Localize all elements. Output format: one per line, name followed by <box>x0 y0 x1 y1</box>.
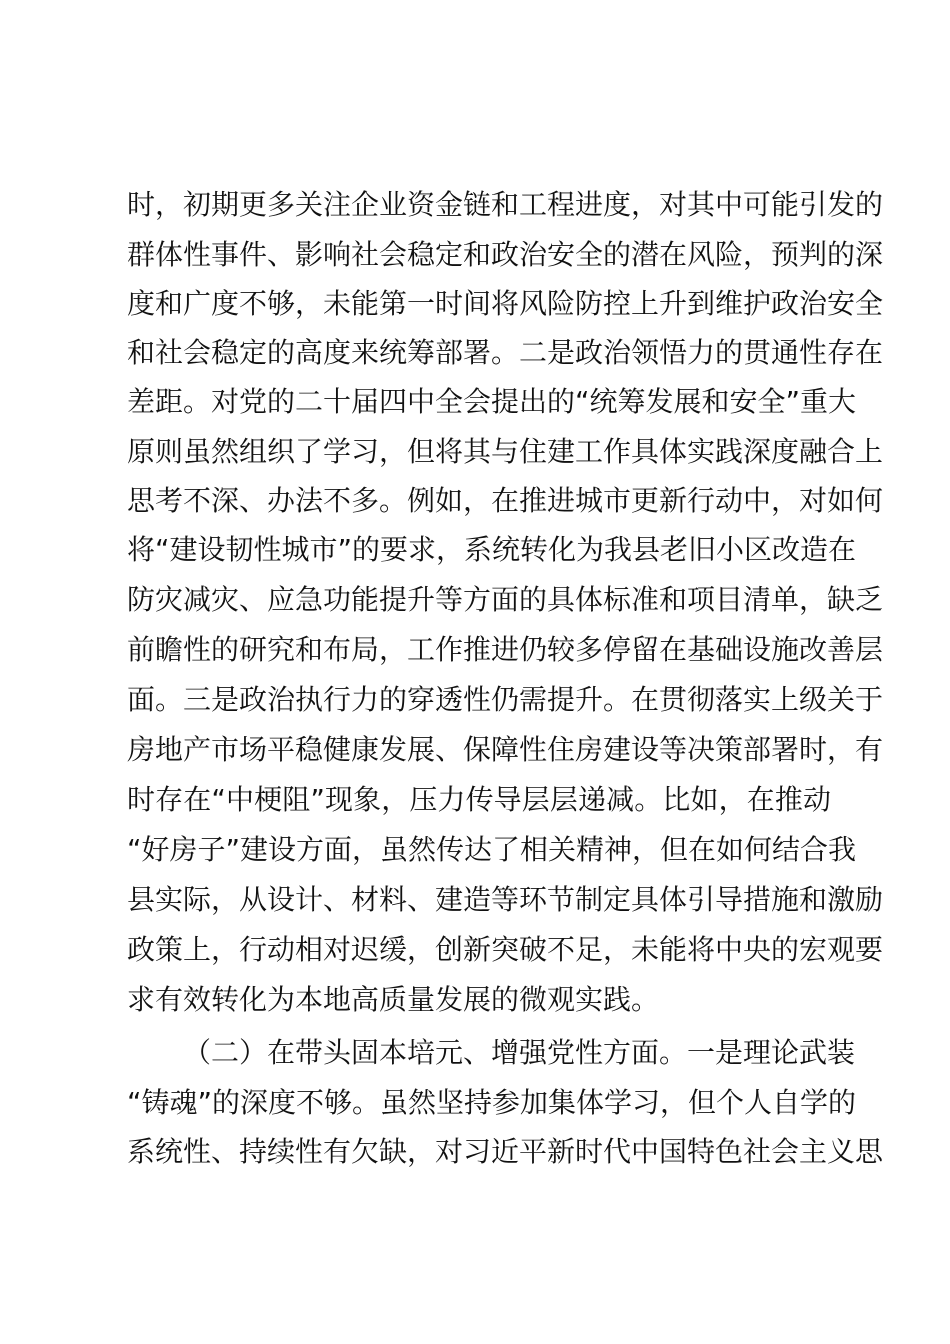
text-line: 思考不深、办法不多。例如，在推进城市更新行动中，对如何 <box>127 484 884 517</box>
text-line: 求有效转化为本地高质量发展的微观实践。 <box>127 983 660 1016</box>
text-line: 时存在“中梗阻”现象，压力传导层层递减。比如，在推动 <box>127 783 831 816</box>
text-line: 县实际，从设计、材料、建造等环节制定具体引导措施和激励 <box>127 883 884 916</box>
text-line: 将“建设韧性城市”的要求，系统转化为我县老旧小区改造在 <box>127 533 857 566</box>
text-line: 时，初期更多关注企业资金链和工程进度，对其中可能引发的 <box>127 188 884 221</box>
text-line: “铸魂”的深度不够。虽然坚持参加集体学习，但个人自学的 <box>127 1086 857 1119</box>
text-line: 房地产市场平稳健康发展、保障性住房建设等决策部署时，有 <box>127 733 884 766</box>
text-line: 系统性、持续性有欠缺，对习近平新时代中国特色社会主义思 <box>127 1135 884 1168</box>
text-line: 原则虽然组织了学习，但将其与住建工作具体实践深度融合上 <box>127 435 884 468</box>
text-line: “好房子”建设方面，虽然传达了相关精神，但在如何结合我 <box>127 833 857 866</box>
text-line: 度和广度不够，未能第一时间将风险防控上升到维护政治安全 <box>127 287 884 320</box>
text-line: 差距。对党的二十届四中全会提出的“统筹发展和安全”重大 <box>127 385 857 418</box>
text-line: 群体性事件、影响社会稳定和政治安全的潜在风险，预判的深 <box>127 238 884 271</box>
text-line: 和社会稳定的高度来统筹部署。二是政治领悟力的贯通性存在 <box>127 336 884 369</box>
text-line: 防灾减灾、应急功能提升等方面的具体标准和项目清单，缺乏 <box>127 583 884 616</box>
text-line: 前瞻性的研究和布局，工作推进仍较多停留在基础设施改善层 <box>127 633 884 666</box>
text-line: 政策上，行动相对迟缓，创新突破不足，未能将中央的宏观要 <box>127 933 884 966</box>
section-heading-line: （二）在带头固本培元、增强党性方面。一是理论武装 <box>183 1036 856 1069</box>
text-line: 面。三是政治执行力的穿透性仍需提升。在贯彻落实上级关于 <box>127 683 884 716</box>
